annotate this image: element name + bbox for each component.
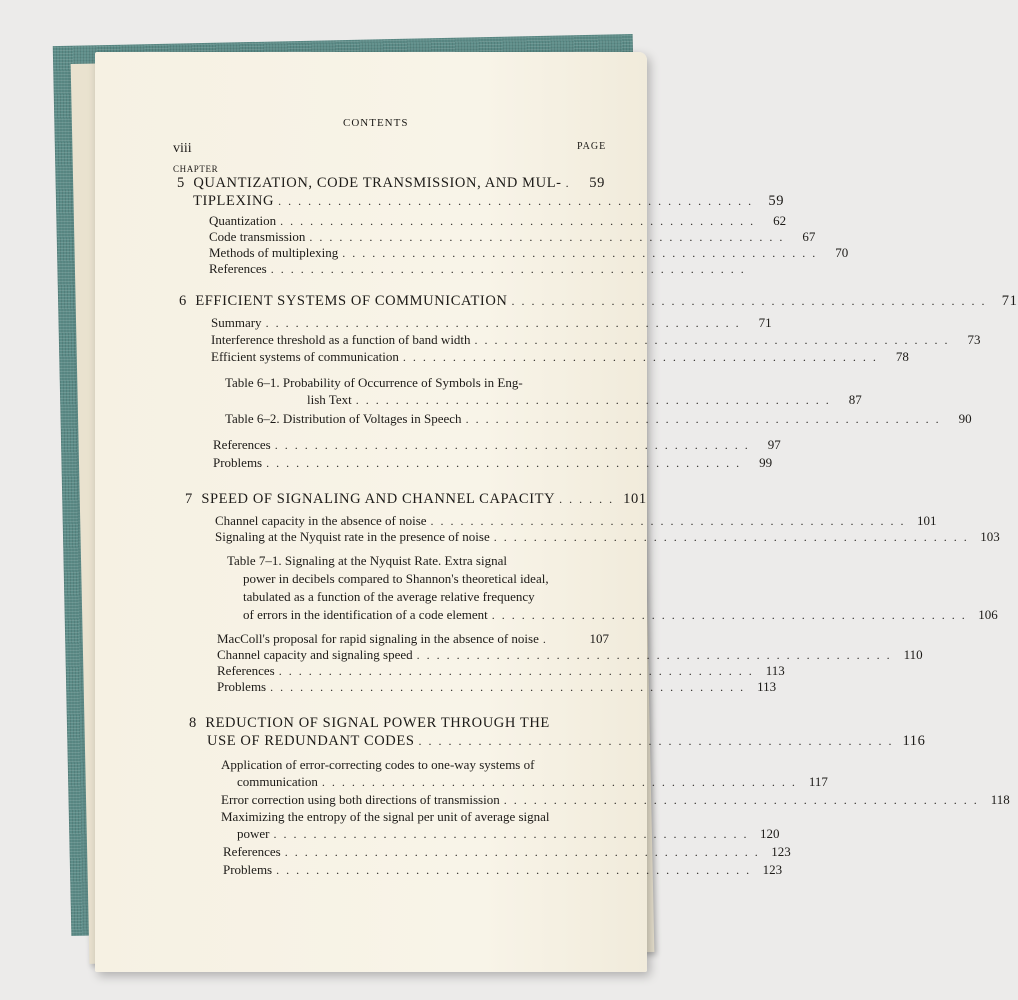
chapter-5-title-line2: TIPLEXING bbox=[193, 193, 275, 209]
toc-entry: Problems ................................................ 99 bbox=[213, 455, 773, 470]
contents-page bbox=[95, 52, 1018, 972]
chapter-column-label: CHAPTER bbox=[173, 164, 219, 174]
toc-entry: Signaling at the Nyquist rate in the presence of noise ................................................ 103 bbox=[215, 529, 1000, 544]
chapter-7-title: SPEED OF SIGNALING AND CHANNEL CAPACITY bbox=[201, 491, 556, 507]
chapter-7-number: 7 bbox=[185, 491, 193, 507]
toc-entry: MacColl's proposal for rapid signaling in the absence of noise . 107 bbox=[217, 631, 609, 646]
toc-entry: Methods of multiplexing ................................................ 70 bbox=[209, 245, 849, 260]
table-7-1-line4: of errors in the identification of a code element ................................................ 106 bbox=[243, 607, 998, 622]
chapter-7-heading: 7 SPEED OF SIGNALING AND CHANNEL CAPACITY ...... 101 bbox=[185, 491, 647, 507]
page-column-label: PAGE bbox=[577, 141, 607, 152]
toc-entry: Channel capacity and signaling speed ................................................ 110 bbox=[217, 647, 923, 662]
toc-entry: Code transmission ................................................ 67 bbox=[209, 229, 816, 244]
toc-entry-line1: Application of error-correcting codes to one-way systems of bbox=[221, 757, 535, 772]
chapter-5-number: 5 bbox=[177, 175, 185, 191]
chapter-5-heading: 5 QUANTIZATION, CODE TRANSMISSION, AND MUL- . 59 bbox=[177, 175, 605, 191]
toc-entry: References ................................................ 113 bbox=[217, 663, 785, 678]
chapter-5-title-line1: QUANTIZATION, CODE TRANSMISSION, AND MUL- bbox=[193, 175, 562, 191]
running-title: CONTENTS bbox=[343, 117, 409, 129]
table-7-1-line1: Table 7–1. Signaling at the Nyquist Rate. Extra signal bbox=[227, 553, 507, 568]
chapter-8-heading-line2: USE OF REDUNDANT CODES ................................................ 116 bbox=[207, 733, 926, 749]
chapter-8-title-line1: REDUCTION OF SIGNAL POWER THROUGH THE bbox=[205, 715, 550, 731]
chapter-5-page: 59 bbox=[589, 175, 605, 191]
chapter-7-page: 101 bbox=[623, 491, 647, 507]
table-6-2-entry: Table 6–2. Distribution of Voltages in Speech ................................................ 90 bbox=[225, 411, 972, 426]
chapter-6-number: 6 bbox=[179, 293, 187, 309]
toc-entry: References ................................................ bbox=[209, 261, 751, 276]
toc-entry: Problems ................................................ 113 bbox=[217, 679, 777, 694]
page-numeral: viii bbox=[173, 141, 192, 156]
toc-entry: References ................................................ 123 bbox=[223, 844, 791, 859]
chapter-5-heading-line2: TIPLEXING ................................................ 59 bbox=[193, 193, 785, 209]
toc-entry: Summary ................................................ 71 bbox=[211, 315, 772, 330]
toc-entry: Quantization ................................................ 62 bbox=[209, 213, 787, 228]
toc-entry-line1: Maximizing the entropy of the signal per unit of average signal bbox=[221, 809, 550, 824]
toc-entry: References ................................................ 97 bbox=[213, 437, 781, 452]
toc-entry: Error correction using both directions of transmission ................................................ 118 bbox=[221, 792, 1010, 807]
chapter-6-title: EFFICIENT SYSTEMS OF COMMUNICATION bbox=[195, 293, 508, 309]
toc-entry-line2: power ................................................ 120 bbox=[237, 826, 780, 841]
chapter-5-page-second: 59 bbox=[768, 193, 785, 209]
chapter-8-heading bbox=[189, 714, 609, 732]
chapter-8-number: 8 bbox=[189, 715, 197, 731]
toc-entry-line2: communication ................................................ 117 bbox=[237, 774, 828, 789]
table-6-1-entry: Table 6–1. Probability of Occurrence of Symbols in Eng- bbox=[225, 375, 523, 390]
toc-entry: Efficient systems of communication ................................................ 78 bbox=[211, 349, 909, 364]
chapter-6-heading: 6 EFFICIENT SYSTEMS OF COMMUNICATION ................................................ 71 bbox=[179, 293, 1018, 309]
table-6-1-entry-line2: lish Text ................................................ 87 bbox=[307, 392, 862, 407]
toc-entry: Problems ................................................ 123 bbox=[223, 862, 783, 877]
chapter-8-title-line2: USE OF REDUNDANT CODES bbox=[207, 733, 415, 749]
toc-entry: Interference threshold as a function of band width ................................................ 73 bbox=[211, 332, 981, 347]
chapter-8-page: 116 bbox=[902, 733, 926, 749]
chapter-6-page: 71 bbox=[1001, 293, 1018, 309]
table-7-1-line3: tabulated as a function of the average relative frequency bbox=[243, 589, 535, 604]
table-7-1-line2: power in decibels compared to Shannon's theoretical ideal, bbox=[243, 571, 549, 586]
toc-entry: Channel capacity in the absence of noise ................................................ 101 bbox=[215, 513, 937, 528]
